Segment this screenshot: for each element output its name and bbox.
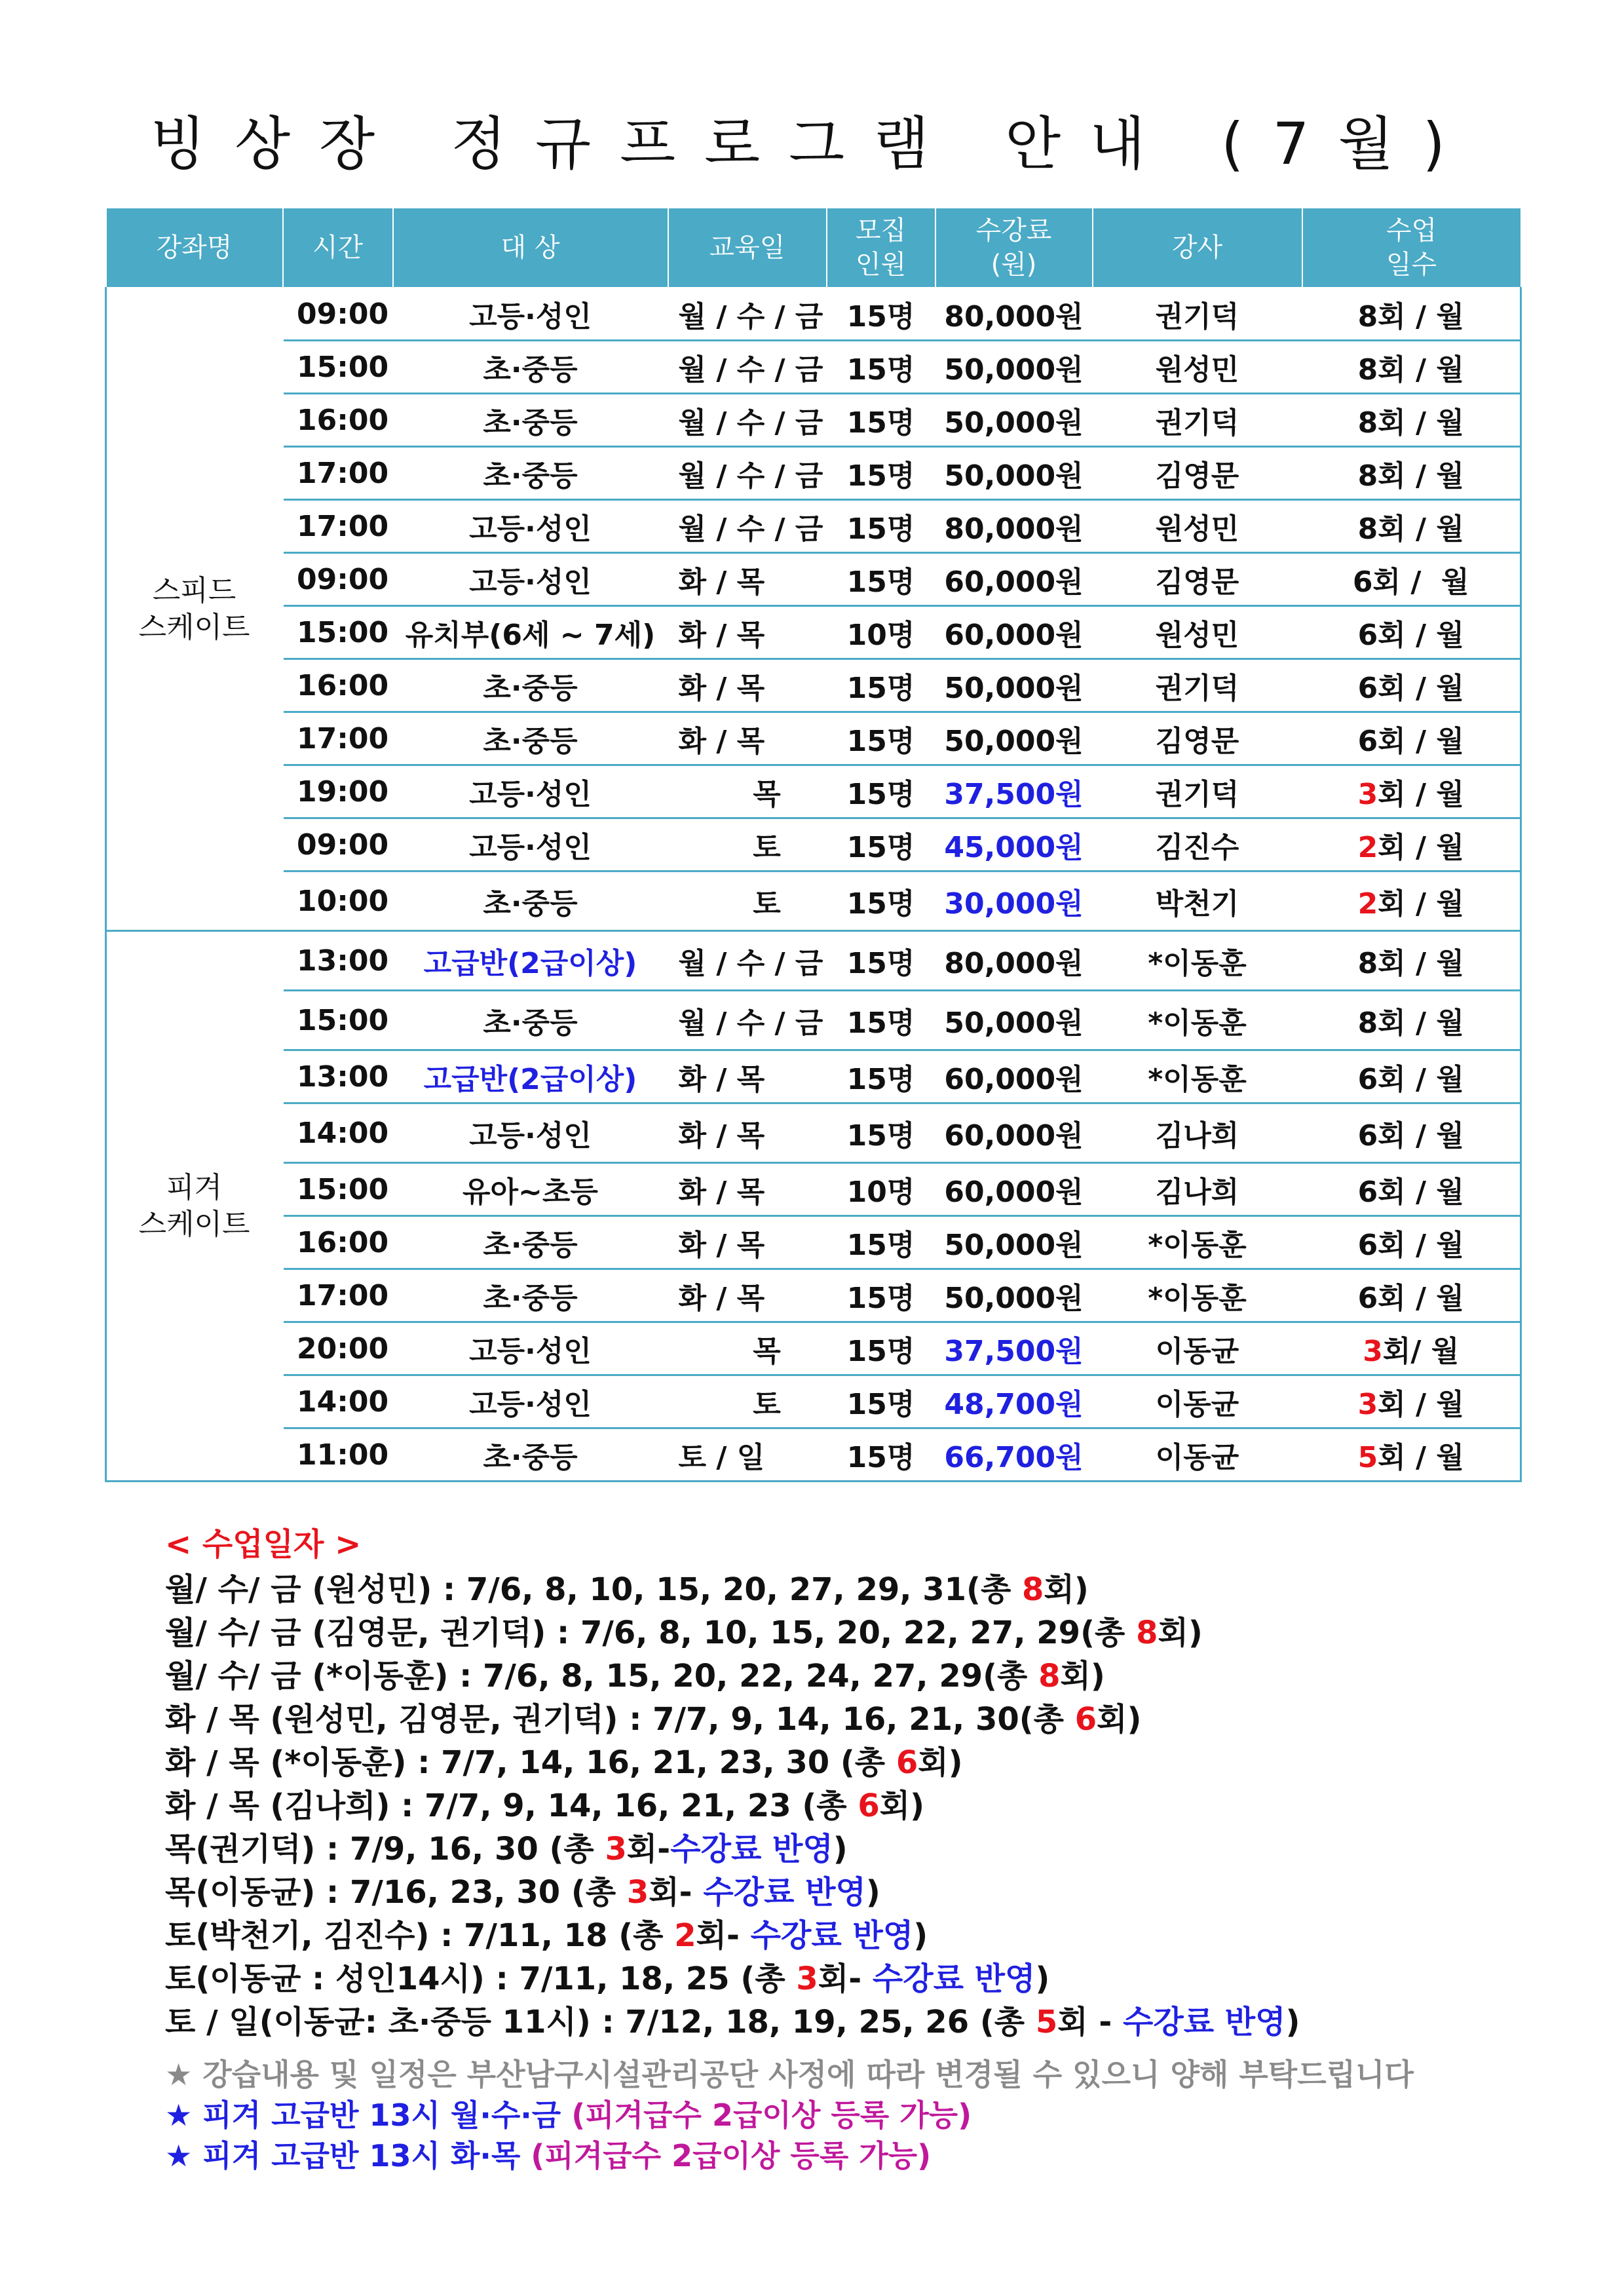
time-cell: 13:00 <box>283 931 393 991</box>
sessions-unit: 회 / 월 <box>1378 300 1464 334</box>
teacher-cell: 원성민 <box>1093 606 1302 659</box>
sessions-count: 8 <box>1357 512 1378 546</box>
table-header-row <box>106 208 1521 288</box>
class-date-line <box>165 1784 1574 1827</box>
table-row <box>106 447 1521 500</box>
target-cell: 초·중등 <box>393 394 668 447</box>
table-row <box>106 871 1521 931</box>
class-date-line <box>165 1871 1574 1914</box>
sessions-unit: 회 / 월 <box>1378 406 1464 440</box>
sessions-count: 2 <box>1357 887 1378 921</box>
sessions-unit: 회 / 월 <box>1378 831 1464 864</box>
fee-cell: 60,000원 <box>935 1103 1093 1163</box>
sessions-cell <box>1302 659 1521 712</box>
count-cell: 15명 <box>827 288 935 341</box>
count-cell: 15명 <box>827 659 935 712</box>
class-date-segment: 수강료 반영 <box>872 1961 1036 1997</box>
class-date-segment: 회- <box>649 1874 704 1911</box>
sessions-cell <box>1302 1216 1521 1269</box>
class-date-line <box>165 1611 1574 1655</box>
sessions-cell <box>1302 1428 1521 1482</box>
column-header: 교육일 <box>668 208 827 288</box>
class-date-segment: 회) <box>1060 1658 1105 1694</box>
teacher-cell: 권기덕 <box>1093 765 1302 818</box>
table-row <box>106 1163 1521 1216</box>
days-cell: 토 <box>668 818 827 871</box>
course-name: 피겨 스케이트 <box>106 931 283 1482</box>
table-row <box>106 1375 1521 1428</box>
target-cell: 고등·성인 <box>393 818 668 871</box>
sessions-count: 8 <box>1357 406 1378 440</box>
fee-cell: 37,500원 <box>935 765 1093 818</box>
sessions-unit: 회 / 월 <box>1378 887 1464 921</box>
time-cell: 19:00 <box>283 765 393 818</box>
time-cell: 15:00 <box>283 606 393 659</box>
time-cell: 15:00 <box>283 991 393 1050</box>
days-cell: 화 / 목 <box>668 1103 827 1163</box>
target-cell: 고급반(2급이상) <box>393 1050 668 1103</box>
teacher-cell: 김영문 <box>1093 447 1302 500</box>
count-cell: 15명 <box>827 991 935 1050</box>
fee-cell: 30,000원 <box>935 871 1093 931</box>
count-cell: 15명 <box>827 818 935 871</box>
class-date-segment: 3 <box>626 1874 649 1911</box>
sessions-unit: 회 / 월 <box>1378 353 1464 387</box>
class-date-line <box>165 1655 1574 1698</box>
sessions-unit: 회 / 월 <box>1378 1176 1464 1209</box>
class-date-segment: 회- <box>696 1917 751 1954</box>
sessions-count: 6 <box>1357 1229 1378 1262</box>
table-row <box>106 1216 1521 1269</box>
class-date-segment: 6 <box>1074 1701 1097 1738</box>
class-date-segment: 2 <box>674 1917 696 1954</box>
class-date-segment: 수강료 반영 <box>750 1917 914 1954</box>
teacher-cell: 원성민 <box>1093 500 1302 553</box>
schedule-table <box>105 207 1522 1482</box>
table-row <box>106 394 1521 447</box>
class-date-line <box>165 2000 1574 2044</box>
count-cell: 15명 <box>827 1103 935 1163</box>
column-header: 강사 <box>1093 208 1302 288</box>
fee-cell: 50,000원 <box>935 991 1093 1050</box>
time-cell: 10:00 <box>283 871 393 931</box>
days-cell: 목 <box>668 765 827 818</box>
time-cell: 16:00 <box>283 1216 393 1269</box>
target-cell: 고등·성인 <box>393 765 668 818</box>
time-cell: 14:00 <box>283 1103 393 1163</box>
table-row <box>106 553 1521 606</box>
sessions-cell <box>1302 818 1521 871</box>
table-row <box>106 1050 1521 1103</box>
column-header: 대 상 <box>393 208 668 288</box>
time-cell: 16:00 <box>283 659 393 712</box>
fee-cell: 50,000원 <box>935 1269 1093 1322</box>
days-cell: 화 / 목 <box>668 1216 827 1269</box>
column-header: 수강료 (원) <box>935 208 1093 288</box>
advanced-notice-tt <box>165 2135 1574 2176</box>
days-cell: 화 / 목 <box>668 1269 827 1322</box>
teacher-cell: 김나희 <box>1093 1103 1302 1163</box>
advanced-notice-mwf-cond: (피겨급수 2급이상 등록 가능) <box>571 2097 972 2133</box>
time-cell: 14:00 <box>283 1375 393 1428</box>
count-cell: 15명 <box>827 1428 935 1482</box>
table-row <box>106 931 1521 991</box>
class-dates-list <box>165 1568 1574 2044</box>
fee-cell: 37,500원 <box>935 1322 1093 1375</box>
sessions-unit: 회/ 월 <box>1382 1335 1460 1368</box>
target-cell: 고등·성인 <box>393 288 668 341</box>
sessions-cell <box>1302 765 1521 818</box>
days-cell: 토 <box>668 1375 827 1428</box>
class-date-segment: 6 <box>896 1744 918 1781</box>
column-header: 모집 인원 <box>827 208 935 288</box>
target-cell: 초·중등 <box>393 712 668 765</box>
sessions-cell <box>1302 606 1521 659</box>
class-date-line <box>165 1914 1574 1957</box>
teacher-cell: *이동훈 <box>1093 931 1302 991</box>
teacher-cell: 김영문 <box>1093 712 1302 765</box>
time-cell: 17:00 <box>283 447 393 500</box>
days-cell: 토 / 일 <box>668 1428 827 1482</box>
class-date-segment: 8 <box>1038 1658 1061 1694</box>
fee-cell: 45,000원 <box>935 818 1093 871</box>
count-cell: 15명 <box>827 1375 935 1428</box>
fee-cell: 80,000원 <box>935 931 1093 991</box>
class-date-line <box>165 1741 1574 1784</box>
sessions-unit: 회 / 월 <box>1378 1119 1464 1153</box>
count-cell: 15명 <box>827 871 935 931</box>
count-cell: 15명 <box>827 1050 935 1103</box>
days-cell: 목 <box>668 1322 827 1375</box>
days-cell: 월 / 수 / 금 <box>668 394 827 447</box>
table-row <box>106 606 1521 659</box>
target-cell: 유아~초등 <box>393 1163 668 1216</box>
time-cell: 16:00 <box>283 394 393 447</box>
time-cell: 15:00 <box>283 341 393 394</box>
target-cell: 고급반(2급이상) <box>393 931 668 991</box>
column-header: 강좌명 <box>106 208 283 288</box>
sessions-cell <box>1302 712 1521 765</box>
teacher-cell: *이동훈 <box>1093 1269 1302 1322</box>
fee-cell: 60,000원 <box>935 1050 1093 1103</box>
target-cell: 고등·성인 <box>393 1375 668 1428</box>
class-date-segment: 월/ 수/ 금 (김영문, 권기덕) : 7/6, 8, 10, 15, 20, 22, 27, 29(총 <box>165 1615 1137 1651</box>
count-cell: 15명 <box>827 447 935 500</box>
class-date-segment: ) <box>1285 2004 1300 2040</box>
advanced-notice-tt-text: ★ 피겨 고급반 13시 화·목 <box>165 2138 531 2173</box>
time-cell: 17:00 <box>283 712 393 765</box>
class-date-line <box>165 1568 1574 1611</box>
sessions-cell <box>1302 1322 1521 1375</box>
sessions-count: 2 <box>1357 831 1378 864</box>
target-cell: 고등·성인 <box>393 553 668 606</box>
count-cell: 15명 <box>827 765 935 818</box>
days-cell: 월 / 수 / 금 <box>668 500 827 553</box>
class-date-segment: 8 <box>1136 1615 1158 1651</box>
sessions-cell <box>1302 447 1521 500</box>
sessions-count: 8 <box>1357 459 1378 493</box>
class-date-segment: 3 <box>796 1961 818 1997</box>
class-date-segment: ) <box>1035 1961 1050 1997</box>
time-cell: 09:00 <box>283 818 393 871</box>
days-cell: 월 / 수 / 금 <box>668 341 827 394</box>
target-cell: 초·중등 <box>393 871 668 931</box>
teacher-cell: 권기덕 <box>1093 659 1302 712</box>
target-cell: 초·중등 <box>393 1428 668 1482</box>
sessions-cell <box>1302 288 1521 341</box>
fee-cell: 50,000원 <box>935 1216 1093 1269</box>
sessions-unit: 회 / 월 <box>1378 1282 1464 1315</box>
teacher-cell: *이동훈 <box>1093 991 1302 1050</box>
time-cell: 09:00 <box>283 288 393 341</box>
time-cell: 13:00 <box>283 1050 393 1103</box>
sessions-cell <box>1302 341 1521 394</box>
table-row <box>106 288 1521 341</box>
teacher-cell: 김나희 <box>1093 1163 1302 1216</box>
sessions-count: 6 <box>1357 619 1378 652</box>
teacher-cell: 박천기 <box>1093 871 1302 931</box>
table-row <box>106 1428 1521 1482</box>
table-row <box>106 765 1521 818</box>
sessions-unit: 회 / 월 <box>1378 619 1464 652</box>
fee-cell: 50,000원 <box>935 659 1093 712</box>
count-cell: 15명 <box>827 931 935 991</box>
count-cell: 15명 <box>827 712 935 765</box>
count-cell: 15명 <box>827 394 935 447</box>
teacher-cell: *이동훈 <box>1093 1216 1302 1269</box>
sessions-unit: 회 / 월 <box>1378 512 1464 546</box>
class-date-segment: 8 <box>1022 1571 1044 1608</box>
advanced-notice-mwf-text: ★ 피겨 고급반 13시 월·수·금 <box>165 2097 572 2133</box>
sessions-cell <box>1302 1103 1521 1163</box>
teacher-cell: 권기덕 <box>1093 394 1302 447</box>
fee-cell: 50,000원 <box>935 341 1093 394</box>
fee-cell: 60,000원 <box>935 1163 1093 1216</box>
sessions-unit: 회 / 월 <box>1378 459 1464 493</box>
sessions-count: 8 <box>1357 947 1378 980</box>
sessions-unit: 회 / 월 <box>1372 565 1469 599</box>
class-date-line <box>165 1698 1574 1741</box>
time-cell: 20:00 <box>283 1322 393 1375</box>
class-date-segment: 토(박천기, 김진수) : 7/11, 18 (총 <box>165 1917 675 1954</box>
table-row <box>106 818 1521 871</box>
sessions-cell <box>1302 931 1521 991</box>
class-date-segment: 수강료 반영 <box>703 1874 866 1911</box>
count-cell: 15명 <box>827 341 935 394</box>
sessions-count: 8 <box>1357 300 1378 334</box>
class-date-segment: ) <box>865 1874 880 1911</box>
table-row <box>106 1269 1521 1322</box>
count-cell: 15명 <box>827 1269 935 1322</box>
teacher-cell: 이동균 <box>1093 1428 1302 1482</box>
sessions-cell <box>1302 1375 1521 1428</box>
days-cell: 토 <box>668 871 827 931</box>
sessions-unit: 회 / 월 <box>1378 1006 1464 1040</box>
teacher-cell: 권기덕 <box>1093 288 1302 341</box>
time-cell: 09:00 <box>283 553 393 606</box>
class-date-segment: 화 / 목 (원성민, 김영문, 권기덕) : 7/7, 9, 14, 16, 21, 30(총 <box>165 1701 1075 1738</box>
count-cell: 15명 <box>827 500 935 553</box>
class-date-segment: 화 / 목 (김나희) : 7/7, 9, 14, 16, 21, 23 (총 <box>165 1788 858 1824</box>
target-cell: 초·중등 <box>393 991 668 1050</box>
change-notice: ★ 강습내용 및 일정은 부산남구시설관리공단 사정에 따라 변경될 수 있으니 양해 부탁드립니다 <box>165 2057 1414 2092</box>
days-cell: 화 / 목 <box>668 712 827 765</box>
teacher-cell: 김진수 <box>1093 818 1302 871</box>
target-cell: 고등·성인 <box>393 500 668 553</box>
target-cell: 고등·성인 <box>393 1322 668 1375</box>
fee-cell: 50,000원 <box>935 447 1093 500</box>
days-cell: 화 / 목 <box>668 606 827 659</box>
class-date-segment: 회) <box>918 1744 963 1781</box>
sessions-count: 6 <box>1357 725 1378 758</box>
days-cell: 화 / 목 <box>668 1163 827 1216</box>
sessions-count: 5 <box>1357 1441 1378 1474</box>
sessions-count: 6 <box>1357 1176 1378 1209</box>
class-date-segment: 회) <box>1097 1701 1142 1738</box>
class-date-line <box>165 1957 1574 2000</box>
class-date-segment: 토 / 일(이동균: 초·중등 11시) : 7/12, 18, 19, 25, 26 (총 <box>165 2004 1036 2040</box>
sessions-cell <box>1302 991 1521 1050</box>
target-cell: 초·중등 <box>393 341 668 394</box>
class-date-segment: 6 <box>858 1788 880 1824</box>
table-row <box>106 1322 1521 1375</box>
column-header: 시간 <box>283 208 393 288</box>
target-cell: 초·중등 <box>393 659 668 712</box>
days-cell: 화 / 목 <box>668 553 827 606</box>
table-row <box>106 500 1521 553</box>
time-cell: 11:00 <box>283 1428 393 1482</box>
time-cell: 17:00 <box>283 1269 393 1322</box>
class-date-segment: 회) <box>879 1788 925 1824</box>
fee-cell: 60,000원 <box>935 553 1093 606</box>
fee-cell: 50,000원 <box>935 712 1093 765</box>
advanced-notice-tt-cond: (피겨급수 2급이상 등록 가능) <box>531 2138 932 2173</box>
sessions-unit: 회 / 월 <box>1378 672 1464 705</box>
sessions-unit: 회 / 월 <box>1378 1063 1464 1096</box>
class-date-segment: ) <box>913 1917 928 1954</box>
class-date-segment: 5 <box>1035 2004 1058 2040</box>
class-date-segment: 토(이동균 : 성인14시) : 7/11, 18, 25 (총 <box>165 1961 797 1997</box>
target-cell: 고등·성인 <box>393 1103 668 1163</box>
days-cell: 월 / 수 / 금 <box>668 931 827 991</box>
sessions-unit: 회 / 월 <box>1378 1388 1464 1421</box>
class-date-segment: 회- <box>626 1831 671 1867</box>
teacher-cell: 원성민 <box>1093 341 1302 394</box>
table-row <box>106 1103 1521 1163</box>
count-cell: 15명 <box>827 553 935 606</box>
class-dates-section <box>165 1519 1574 2176</box>
sessions-count: 8 <box>1357 353 1378 387</box>
table-row <box>106 991 1521 1050</box>
table-row <box>106 712 1521 765</box>
class-date-segment: 수강료 반영 <box>670 1831 833 1867</box>
class-date-line <box>165 1827 1574 1871</box>
count-cell: 15명 <box>827 1216 935 1269</box>
days-cell: 월 / 수 / 금 <box>668 288 827 341</box>
table-row <box>106 341 1521 394</box>
teacher-cell: 이동균 <box>1093 1375 1302 1428</box>
sessions-unit: 회 / 월 <box>1378 1441 1464 1474</box>
count-cell: 10명 <box>827 1163 935 1216</box>
class-date-segment: 월/ 수/ 금 (*이동훈) : 7/6, 8, 15, 20, 22, 24, 27, 29(총 <box>165 1658 1039 1694</box>
sessions-count: 6 <box>1352 565 1373 599</box>
sessions-count: 3 <box>1357 1388 1378 1421</box>
table-row <box>106 659 1521 712</box>
class-date-segment: 회- <box>818 1961 873 1997</box>
sessions-unit: 회 / 월 <box>1378 725 1464 758</box>
sessions-count: 6 <box>1357 672 1378 705</box>
target-cell: 초·중등 <box>393 1216 668 1269</box>
sessions-cell <box>1302 871 1521 931</box>
class-date-segment: 목(이동균) : 7/16, 23, 30 (총 <box>165 1874 627 1911</box>
days-cell: 화 / 목 <box>668 659 827 712</box>
sessions-cell <box>1302 553 1521 606</box>
sessions-count: 3 <box>1357 778 1378 811</box>
fee-cell: 50,000원 <box>935 394 1093 447</box>
target-cell: 초·중등 <box>393 447 668 500</box>
sessions-cell <box>1302 394 1521 447</box>
sessions-count: 6 <box>1357 1282 1378 1315</box>
fee-cell: 80,000원 <box>935 288 1093 341</box>
course-name: 스피드 스케이트 <box>106 288 283 931</box>
class-date-segment: 수강료 반영 <box>1122 2004 1286 2040</box>
days-cell: 월 / 수 / 금 <box>668 991 827 1050</box>
fee-cell: 60,000원 <box>935 606 1093 659</box>
class-date-segment: 화 / 목 (*이동훈) : 7/7, 14, 16, 21, 23, 30 (총 <box>165 1744 896 1781</box>
page-title: 빙상장 정규프로그램 안내 (7월) <box>150 110 1474 178</box>
class-dates-title: < 수업일자 > <box>165 1526 362 1563</box>
class-date-segment: 회) <box>1044 1571 1089 1608</box>
sessions-count: 6 <box>1357 1063 1378 1096</box>
column-header: 수업 일수 <box>1302 208 1521 288</box>
advanced-notice-mwf <box>165 2095 1574 2135</box>
target-cell: 초·중등 <box>393 1269 668 1322</box>
class-date-segment: ) <box>833 1831 848 1867</box>
fee-cell: 66,700원 <box>935 1428 1093 1482</box>
sessions-unit: 회 / 월 <box>1378 1229 1464 1262</box>
sessions-count: 6 <box>1357 1119 1378 1153</box>
teacher-cell: 이동균 <box>1093 1322 1302 1375</box>
time-cell: 17:00 <box>283 500 393 553</box>
days-cell: 화 / 목 <box>668 1050 827 1103</box>
class-date-segment: 월/ 수/ 금 (원성민) : 7/6, 8, 10, 15, 20, 27, 29, 31(총 <box>165 1571 1023 1608</box>
class-date-segment: 회) <box>1158 1615 1203 1651</box>
fee-cell: 80,000원 <box>935 500 1093 553</box>
teacher-cell: *이동훈 <box>1093 1050 1302 1103</box>
teacher-cell: 김영문 <box>1093 553 1302 606</box>
fee-cell: 48,700원 <box>935 1375 1093 1428</box>
sessions-cell <box>1302 1163 1521 1216</box>
sessions-unit: 회 / 월 <box>1378 778 1464 811</box>
class-date-segment: 회 - <box>1057 2004 1123 2040</box>
sessions-unit: 회 / 월 <box>1378 947 1464 980</box>
days-cell: 월 / 수 / 금 <box>668 447 827 500</box>
time-cell: 15:00 <box>283 1163 393 1216</box>
count-cell: 10명 <box>827 606 935 659</box>
sessions-cell <box>1302 1269 1521 1322</box>
sessions-cell <box>1302 1050 1521 1103</box>
class-date-segment: 3 <box>605 1831 627 1867</box>
sessions-count: 8 <box>1357 1006 1378 1040</box>
sessions-cell <box>1302 500 1521 553</box>
sessions-count: 3 <box>1363 1335 1383 1368</box>
count-cell: 15명 <box>827 1322 935 1375</box>
target-cell: 유치부(6세 ~ 7세) <box>393 606 668 659</box>
class-date-segment: 목(권기덕) : 7/9, 16, 30 (총 <box>165 1831 605 1867</box>
